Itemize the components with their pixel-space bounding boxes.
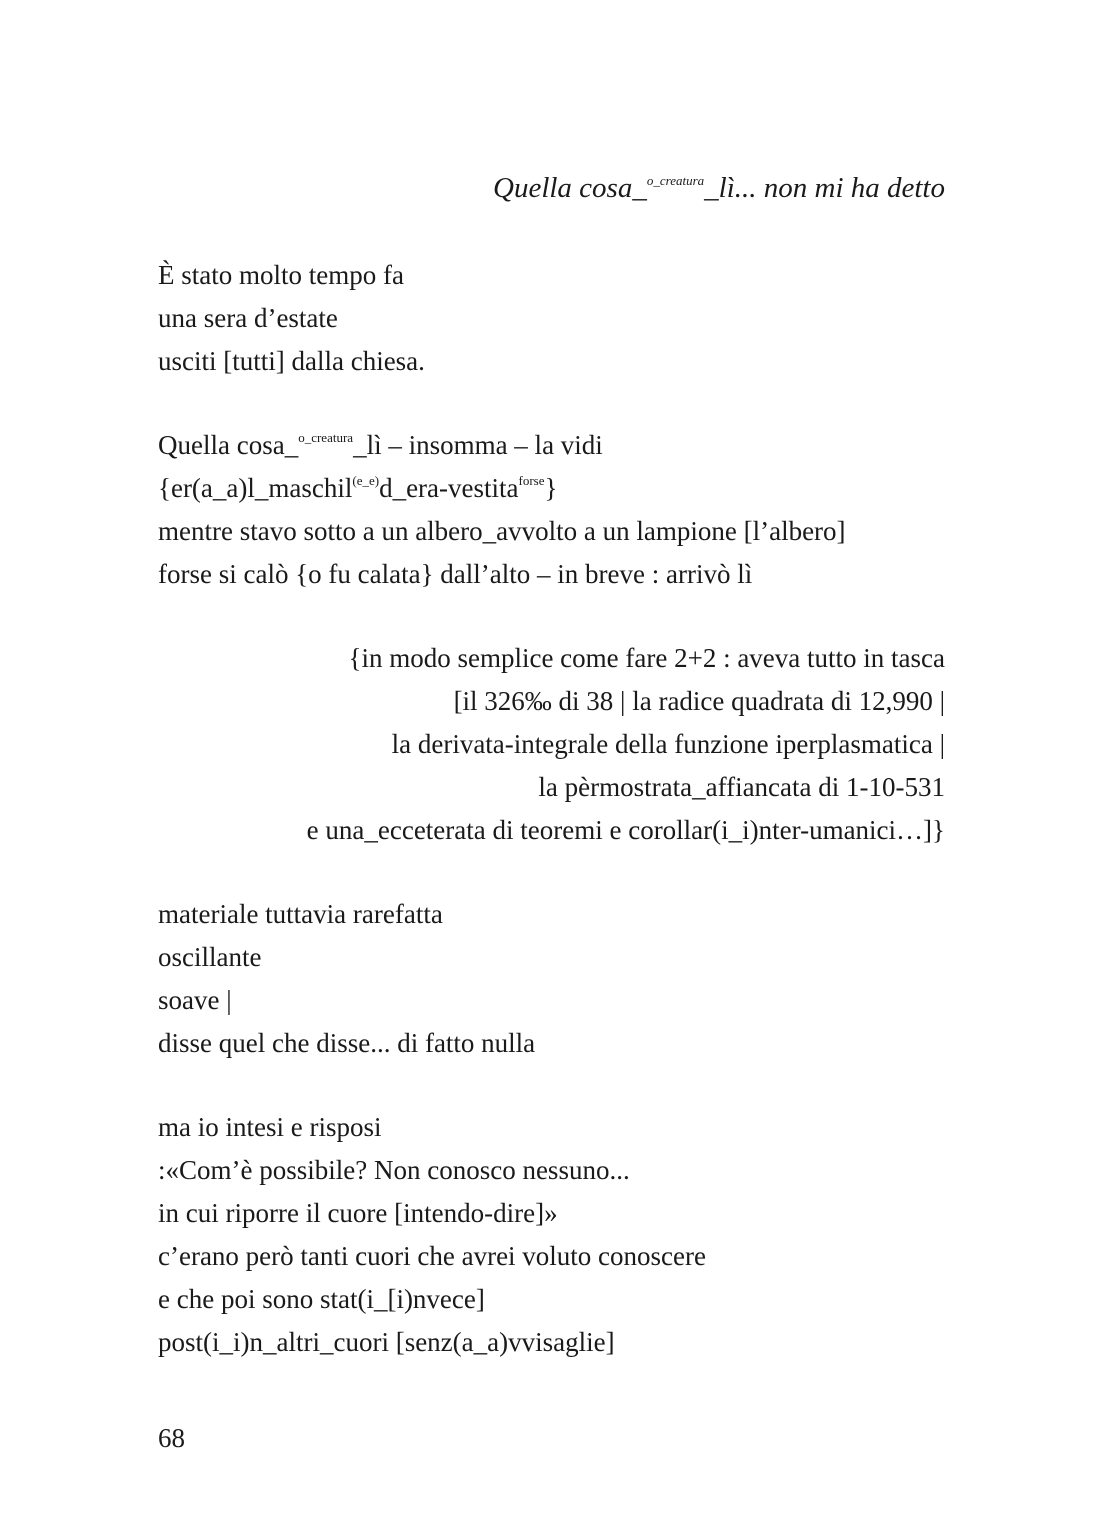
poem-line: la derivata-integrale della funzione iperplasmatica | xyxy=(391,729,945,759)
poem-line: la pèrmostrata_affiancata di 1-10-531 xyxy=(538,772,945,802)
page-number: 68 xyxy=(158,1423,185,1453)
poem-line xyxy=(158,470,557,506)
poem-line: materiale tuttavia rarefatta xyxy=(158,899,443,929)
poem-line: e che poi sono stat(i_[i)nvece] xyxy=(158,1284,485,1314)
poem-line: disse quel che disse... di fatto nulla xyxy=(158,1028,536,1058)
poem-line: È stato molto tempo fa xyxy=(158,260,404,290)
line-text: d_era-vestita xyxy=(379,473,519,503)
poem-line: ma io intesi e risposi xyxy=(158,1112,382,1142)
line-text: {er(a_a)l_maschil xyxy=(158,473,353,503)
poem-line: post(i_i)n_altri_cuori [senz(a_a)vvisaglie] xyxy=(158,1327,615,1357)
line-text: Quella cosa_ xyxy=(158,430,299,460)
line-superscript: (e_e) xyxy=(352,473,380,488)
poem-line: soave | xyxy=(158,985,232,1015)
poem-line: :«Com’è possibile? Non conosco nessuno... xyxy=(158,1155,630,1185)
poem-line: in cui riporre il cuore [intendo-dire]» xyxy=(158,1198,558,1228)
title-superscript: o_creatura xyxy=(646,173,705,188)
line-text: } xyxy=(544,473,558,503)
poem-line xyxy=(158,427,603,463)
title-suffix: _lì... non mi ha detto xyxy=(704,172,945,204)
poem-line: una sera d’estate xyxy=(158,303,338,333)
poem-line: oscillante xyxy=(158,942,262,972)
poem-line: [il 326‰ di 38 | la radice quadrata di 12,990 | xyxy=(453,686,945,716)
poem-line: usciti [tutti] dalla chiesa. xyxy=(158,346,425,376)
line-superscript: forse xyxy=(518,473,545,488)
poem-line: mentre stavo sotto a un albero_avvolto a un lampione [l’albero] xyxy=(158,516,846,546)
title-prefix: Quella cosa_ xyxy=(493,172,647,204)
poem-line: e una_ecceterata di teoremi e corollar(i_i)nter-umanici…]} xyxy=(306,815,945,845)
line-text: _lì – insomma – la vidi xyxy=(353,430,603,460)
poem-line: {in modo semplice come fare 2+2 : aveva tutto in tasca xyxy=(348,643,945,673)
line-superscript: o_creatura xyxy=(298,430,354,445)
poem-line: c’erano però tanti cuori che avrei voluto conoscere xyxy=(158,1241,706,1271)
poem-title xyxy=(493,168,945,208)
poem-line: forse si calò {o fu calata} dall’alto – in breve : arrivò lì xyxy=(158,559,753,589)
